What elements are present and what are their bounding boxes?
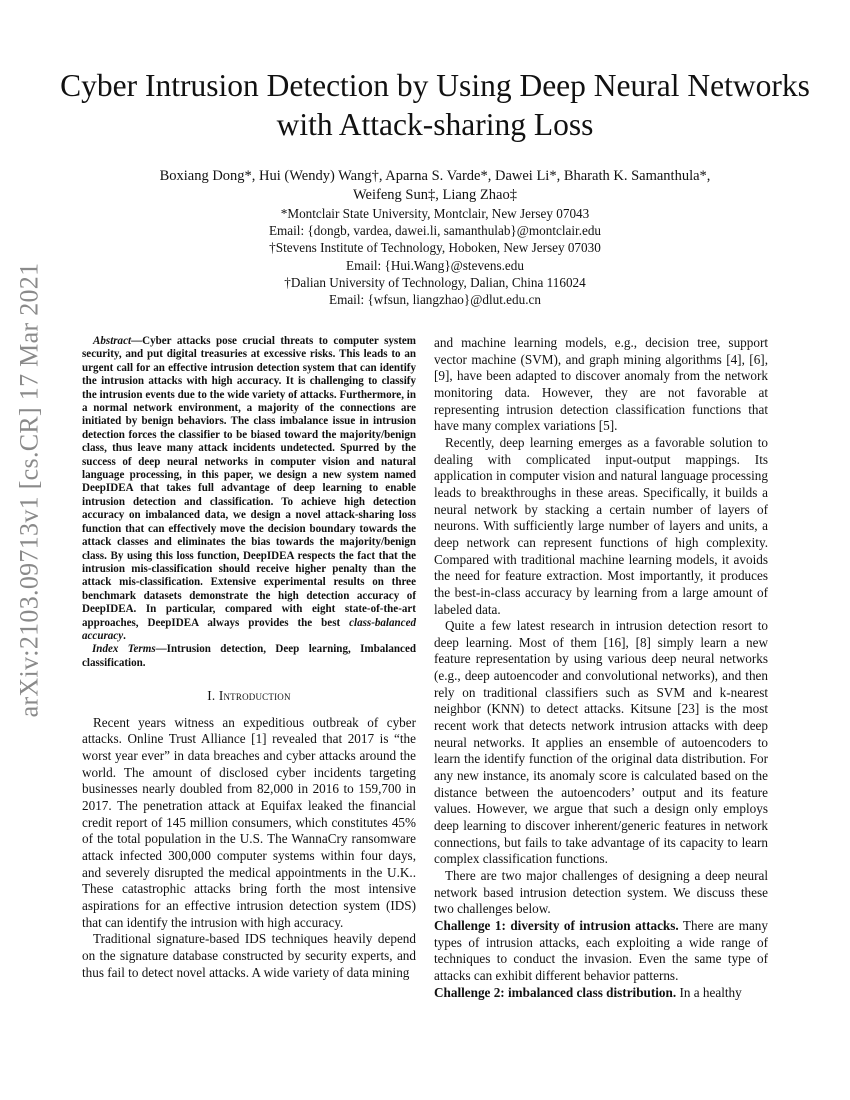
- email-line: Email: {dongb, vardea, dawei.li, samanthulab}@montclair.edu: [268, 223, 602, 239]
- section-number: I.: [207, 688, 219, 704]
- arxiv-stamp-text: arXiv:2103.09713v1 [cs.CR] 17 Mar 2021: [14, 262, 44, 718]
- paragraph: Traditional signature-based IDS techniques heavily depend on the signature database constructed by security experts, and thus fail to detect novel attacks. A wide variety of data mining: [82, 931, 416, 980]
- paragraph: Recent years witness an expeditious outbreak of cyber attacks. Online Trust Alliance [1] revealed that 2017 is “the worst year ever” in data breaches and cyber attacks around the world. The amount of disclosed cyber incidents targeting businesses nearly doubled from 82,000 in 2016 to 159,700 in 2017. The penetration attack at Equifax leaked the financial credit report of 145 million consumers, which constitutes 45% of the total population in the U.S. The WannaCry ransomware attack infected 300,000 computer systems within four days, and severely disrupted the medical appointments in the U.K.. These catastrophic attacks bring forth the most intensive aspirations for an effective intrusion detection system (IDS) that can identify the intrusion with high accuracy.: [82, 714, 416, 930]
- section-heading-introduction: [82, 688, 416, 705]
- challenge-1: [434, 918, 768, 985]
- challenge-2-text: In a healthy: [676, 984, 742, 1000]
- author-line-2: Weifeng Sun‡, Liang Zhao‡: [353, 187, 517, 203]
- author-list: [60, 167, 810, 205]
- affiliation-line: *Montclair State University, Montclair, New Jersey 07043: [280, 206, 590, 221]
- email-line: Email: {Hui.Wang}@stevens.edu: [346, 257, 524, 273]
- affiliation-line: †Stevens Institute of Technology, Hoboken, New Jersey 07030: [269, 240, 601, 256]
- author-line-1: Boxiang Dong*, Hui (Wendy) Wang†, Aparna S. Varde*, Dawei Li*, Bharath K. Samanthula*,: [159, 168, 711, 184]
- index-terms-label: Index Terms: [92, 643, 156, 656]
- section-title: Introduction: [218, 688, 291, 704]
- index-terms-text: —Intrusion detection, Deep learning, Imbalanced classification.: [82, 643, 416, 669]
- paragraph: and machine learning models, e.g., decision tree, support vector machine (SVM), and graph mining algorithms [4], [6], [9], have been adapted to discover anomaly from the network monitoring data. However, they are not favorable at representing intrusion detection classification functions that have many complex variations [5].: [434, 335, 768, 434]
- index-terms: [82, 643, 416, 670]
- abstract-label: Abstract: [93, 335, 132, 347]
- challenge-2-label: Challenge 2: imbalanced class distribution.: [434, 984, 677, 1000]
- abstract: [82, 335, 416, 643]
- challenge-1-label: Challenge 1: diversity of intrusion attacks.: [434, 917, 679, 933]
- abstract-text: —Cyber attacks pose crucial threats to computer system security, and put digital treasuries at excessive risks. This leads to an urgent call for an effective intrusion detection system that can identify the intrusion attacks with high accuracy. It is challenging to classify the intrusion events due to the wide variety of attacks. Furthermore, in a normal network environment, a majority of the connections are initiated by benign behaviors. The class imbalance issue in intrusion detection forces the classifier to be biased toward the majority/benign class, thus leave many attack incidents undetected. Spurred by the success of deep neural networks in computer vision and natural language processing, in this paper, we design a new system named DeepIDEA that takes full advantage of deep learning to enable intrusion detection and classification. To achieve high detection accuracy on imbalanced data, we design a novel attack-sharing loss function that can effectively move the decision boundary towards the attack classes and eliminates the bias towards the majority/benign class. By using this loss function, DeepIDEA respects the fact that the intrusion mis-classification should receive higher penalty than the attack mis-classification. Extensive experimental results on three benchmark datasets demonstrate the high detection accuracy of DeepIDEA. In particular, compared with eight state-of-the-art approaches, DeepIDEA always provides the best: [82, 335, 416, 629]
- challenge-2: [434, 985, 768, 1002]
- email-line: Email: {wfsun, liangzhao}@dlut.edu.cn: [329, 292, 541, 308]
- abstract-end: .: [123, 629, 126, 642]
- abstract-emphasis: class-balanced accuracy: [82, 616, 416, 642]
- arxiv-stamp: [4, 230, 54, 750]
- paragraph: There are two major challenges of designing a deep neural network based intrusion detection system. We discuss these two challenges below.: [434, 868, 768, 917]
- left-column: [82, 335, 416, 981]
- paragraph: Recently, deep learning emerges as a favorable solution to dealing with complicated input-output mappings. Its application in computer vision and natural language processing leads to breakthroughs in these areas. Specifically, it builds a neural network by stacking a certain number of layers of neurons. With sufficiently large number of layers and units, a deep network can represent functions of high complexity. Compared with traditional machine learning models, it avoids the need for feature extraction. Most importantly, it produces the best-in-class accuracy by learning from a large amount of labeled data.: [434, 434, 768, 617]
- right-column: [434, 335, 768, 1001]
- challenge-1-text: There are many types of intrusion attacks, each exploiting a wide range of techniques to conduct the invasion. Even the same type of attacks can exhibit different behavior patterns.: [434, 917, 768, 983]
- affiliation-line: †Dalian University of Technology, Dalian, China 116024: [284, 274, 586, 290]
- affiliations: [60, 205, 810, 308]
- paragraph: Quite a few latest research in intrusion detection resort to deep learning. Most of them [16], [8] simply learn a new feature representation by using various deep neural networks (e.g., deep autoencoder and convolutional networks), and then rely on traditional classifiers such as SVM and k-nearest neighbor (KNN) to detect attacks. Kitsune [23] is the most recent work that detects network intrusion attacks with deep neural networks. It applies an ensemble of autoencoders to learn the identify function of the original data distribution. For any new instance, its anomaly score is calculated based on the distance between the autoencoders’ output and its feature values. However, we argue that such a design only employs deep learning to discover inherent/generic features in network connections, but fails to take advantage of its capacity to learn complex classification functions.: [434, 618, 768, 867]
- paper-title: Cyber Intrusion Detection by Using Deep Neural Networks with Attack-sharing Loss: [60, 68, 810, 142]
